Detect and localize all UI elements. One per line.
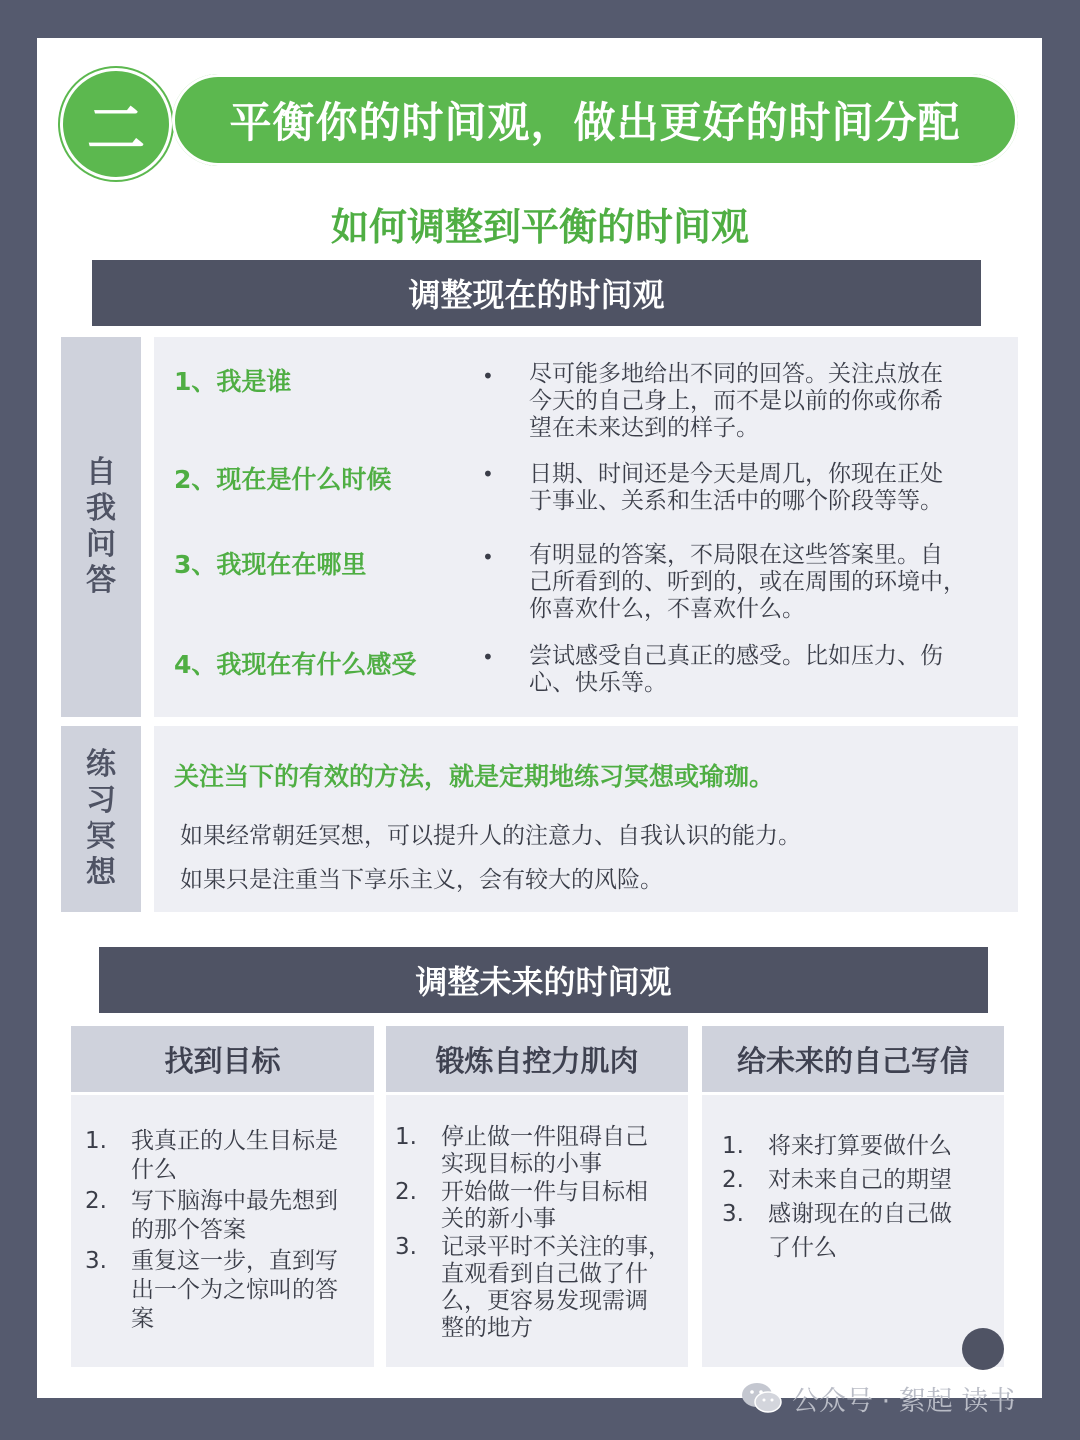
list-line: 关的新小事	[441, 1206, 556, 1232]
list-item	[395, 1124, 685, 1178]
question-4: 4、我现在有什么感受	[174, 650, 417, 679]
list-number: 3.	[395, 1234, 417, 1260]
column-header-self-control: 锻炼自控力肌肉	[386, 1026, 688, 1092]
answer-3	[529, 542, 999, 623]
answer-line: 望在未来达到的样子。	[529, 415, 759, 441]
list-line: 整的地方	[441, 1315, 533, 1341]
list-number: 1.	[85, 1128, 107, 1154]
column-header-letter: 给未来的自己写信	[702, 1026, 1004, 1092]
question-2: 2、现在是什么时候	[174, 465, 392, 494]
answer-line: 尝试感受自己真正的感受。比如压力、伤	[529, 643, 943, 669]
watermark	[740, 1378, 1015, 1418]
answer-line: 有明显的答案，不局限在这些答案里。自	[529, 542, 943, 568]
present-section-header: 调整现在的时间观	[92, 260, 981, 326]
answer-1	[529, 361, 999, 442]
future-section-header: 调整未来的时间观	[99, 947, 988, 1013]
side-char: 自	[86, 455, 116, 490]
list-line: 对未来自己的期望	[768, 1167, 952, 1193]
side-char: 冥	[86, 819, 116, 854]
list-item	[395, 1234, 685, 1342]
bullet: •	[482, 364, 494, 388]
list-item	[395, 1179, 685, 1233]
meditation-side-label	[61, 726, 141, 912]
list-line: 实现目标的小事	[441, 1151, 602, 1177]
self-control-list	[395, 1124, 685, 1343]
answer-line: 己所看到的、听到的，或在周围的环境中，	[529, 569, 966, 595]
question-3: 3、我现在在哪里	[174, 550, 367, 579]
bullet: •	[482, 462, 494, 486]
list-item	[722, 1197, 992, 1265]
side-char: 练	[86, 747, 116, 782]
answer-4	[529, 643, 999, 697]
answer-line: 你喜欢什么，不喜欢什么。	[529, 596, 805, 622]
goal-list	[85, 1127, 365, 1336]
list-line: 停止做一件阻碍自己	[441, 1124, 648, 1150]
watermark-text: 公众号 · 絮起 读书	[792, 1385, 1016, 1417]
wechat-icon	[740, 1381, 784, 1415]
meditation-line-1: 如果经常朝廷冥想，可以提升人的注意力、自我认识的能力。	[180, 823, 801, 849]
meditation-highlight: 关注当下的有效的方法，就是定期地练习冥想或瑜珈。	[174, 762, 775, 791]
list-number: 1.	[722, 1133, 744, 1159]
list-number: 3.	[722, 1201, 744, 1227]
list-number: 2.	[85, 1188, 107, 1214]
list-item	[722, 1163, 992, 1197]
list-line: 直观看到自己做了什	[441, 1261, 648, 1287]
list-item	[85, 1127, 365, 1185]
list-line: 了什么	[768, 1235, 837, 1261]
answer-line: 心、快乐等。	[529, 670, 667, 696]
decorative-dot	[962, 1328, 1004, 1370]
list-item	[85, 1187, 365, 1245]
meditation-line-2: 如果只是注重当下享乐主义，会有较大的风险。	[180, 867, 663, 893]
list-line: 将来打算要做什么	[768, 1133, 952, 1159]
list-line: 重复这一步，直到写	[131, 1248, 338, 1274]
list-line: 出一个为之惊叫的答	[131, 1277, 338, 1303]
list-line: 的那个答案	[131, 1217, 246, 1243]
list-line: 感谢现在的自己做	[768, 1201, 952, 1227]
side-char: 答	[86, 563, 116, 598]
list-number: 2.	[395, 1179, 417, 1205]
page-subtitle: 如何调整到平衡的时间观	[330, 205, 749, 249]
self-qa-side-label	[61, 337, 141, 717]
answer-line: 日期、时间还是今天是周几，你现在正处	[529, 461, 943, 487]
side-char: 习	[86, 783, 116, 818]
list-item	[85, 1247, 365, 1334]
bullet: •	[482, 545, 494, 569]
answer-2	[529, 461, 999, 515]
letter-list	[722, 1129, 992, 1265]
list-number: 2.	[722, 1167, 744, 1193]
list-line: 么，更容易发现需调	[441, 1288, 648, 1314]
list-line: 写下脑海中最先想到	[131, 1188, 338, 1214]
list-line: 记录平时不关注的事，	[441, 1234, 671, 1260]
list-number: 3.	[85, 1248, 107, 1274]
page-title: 平衡你的时间观，做出更好的时间分配	[172, 74, 1018, 166]
list-line: 案	[131, 1306, 154, 1332]
list-number: 1.	[395, 1124, 417, 1150]
bullet: •	[482, 645, 494, 669]
answer-line: 今天的自己身上，而不是以前的你或你希	[529, 388, 943, 414]
list-line: 我真正的人生目标是	[131, 1128, 338, 1154]
answer-line: 尽可能多地给出不同的回答。关注点放在	[529, 361, 943, 387]
side-char: 我	[86, 491, 116, 526]
list-line: 开始做一件与目标相	[441, 1179, 648, 1205]
side-char: 问	[86, 527, 116, 562]
list-item	[722, 1129, 992, 1163]
section-number-badge: 二	[60, 68, 172, 180]
answer-line: 于事业、关系和生活中的哪个阶段等等。	[529, 488, 943, 514]
column-header-goal: 找到目标	[71, 1026, 374, 1092]
list-line: 什么	[131, 1157, 177, 1183]
question-1: 1、我是谁	[174, 367, 292, 396]
side-char: 想	[86, 855, 116, 890]
